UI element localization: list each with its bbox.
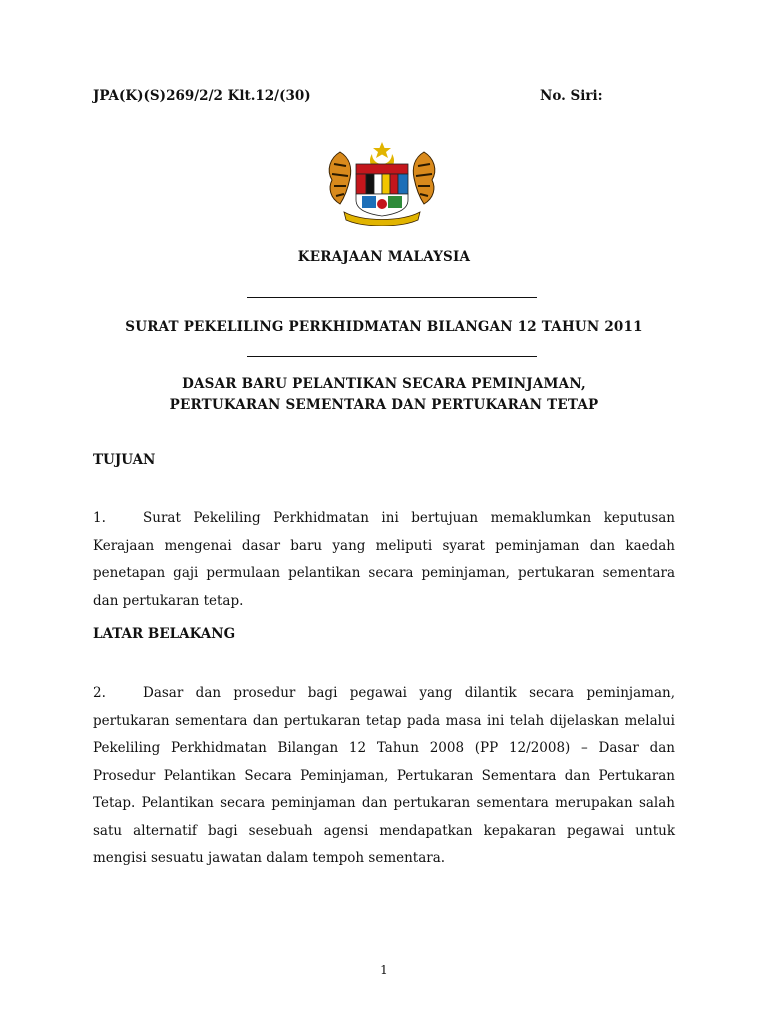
paragraph-text: Surat Pekeliling Perkhidmatan ini bertujuan memaklumkan keputusan Kerajaan mengenai dasar baru yang meliputi syarat peminjaman dan kaedah penetapan gaji permulaan pelantikan secara peminjaman, pertukaran sementara dan pertukaran tetap. [93, 510, 675, 609]
paragraph-1 [93, 505, 675, 615]
paragraph-number: 2. [93, 685, 106, 701]
malaysia-coat-of-arms-icon [322, 140, 442, 226]
section-heading-tujuan: TUJUAN [93, 452, 156, 468]
paragraph-text: Dasar dan prosedur bagi pegawai yang dilantik secara peminjaman, pertukaran sementara dan pertukaran tetap pada masa ini telah dijelaskan melalui Pekeliling Perkhidmatan Bilangan 12 Tahun 2008 (PP 12/2008) – Dasar dan Prosedur Pelantikan Secara Peminjaman, Pertukaran Sementara dan Pertukaran Tetap. Pelantikan secara peminjaman dan pertukaran sementara merupakan salah satu alternatif bagi sesebuah agensi mendapatkan kepakaran pegawai untuk mengisi sesuatu jawatan dalam tempoh sementara. [93, 685, 675, 866]
serial-number-label: No. Siri: [540, 88, 603, 104]
paragraph-2 [93, 680, 675, 873]
top-divider [247, 297, 537, 298]
section-heading-latar-belakang: LATAR BELAKANG [93, 626, 236, 642]
subject-line-2: PERTUKARAN SEMENTARA DAN PERTUKARAN TETAP [169, 397, 599, 413]
country-heading: KERAJAAN MALAYSIA [297, 249, 471, 265]
page-number: 1 [380, 963, 388, 977]
subject-line-1: DASAR BARU PELANTIKAN SECARA PEMINJAMAN, [182, 376, 586, 392]
paragraph-number: 1. [93, 510, 106, 526]
bottom-divider [247, 356, 537, 357]
reference-number: JPA(K)(S)269/2/2 Klt.12/(30) [93, 88, 311, 104]
circular-title: SURAT PEKELILING PERKHIDMATAN BILANGAN 12 TAHUN 2011 [125, 319, 643, 335]
